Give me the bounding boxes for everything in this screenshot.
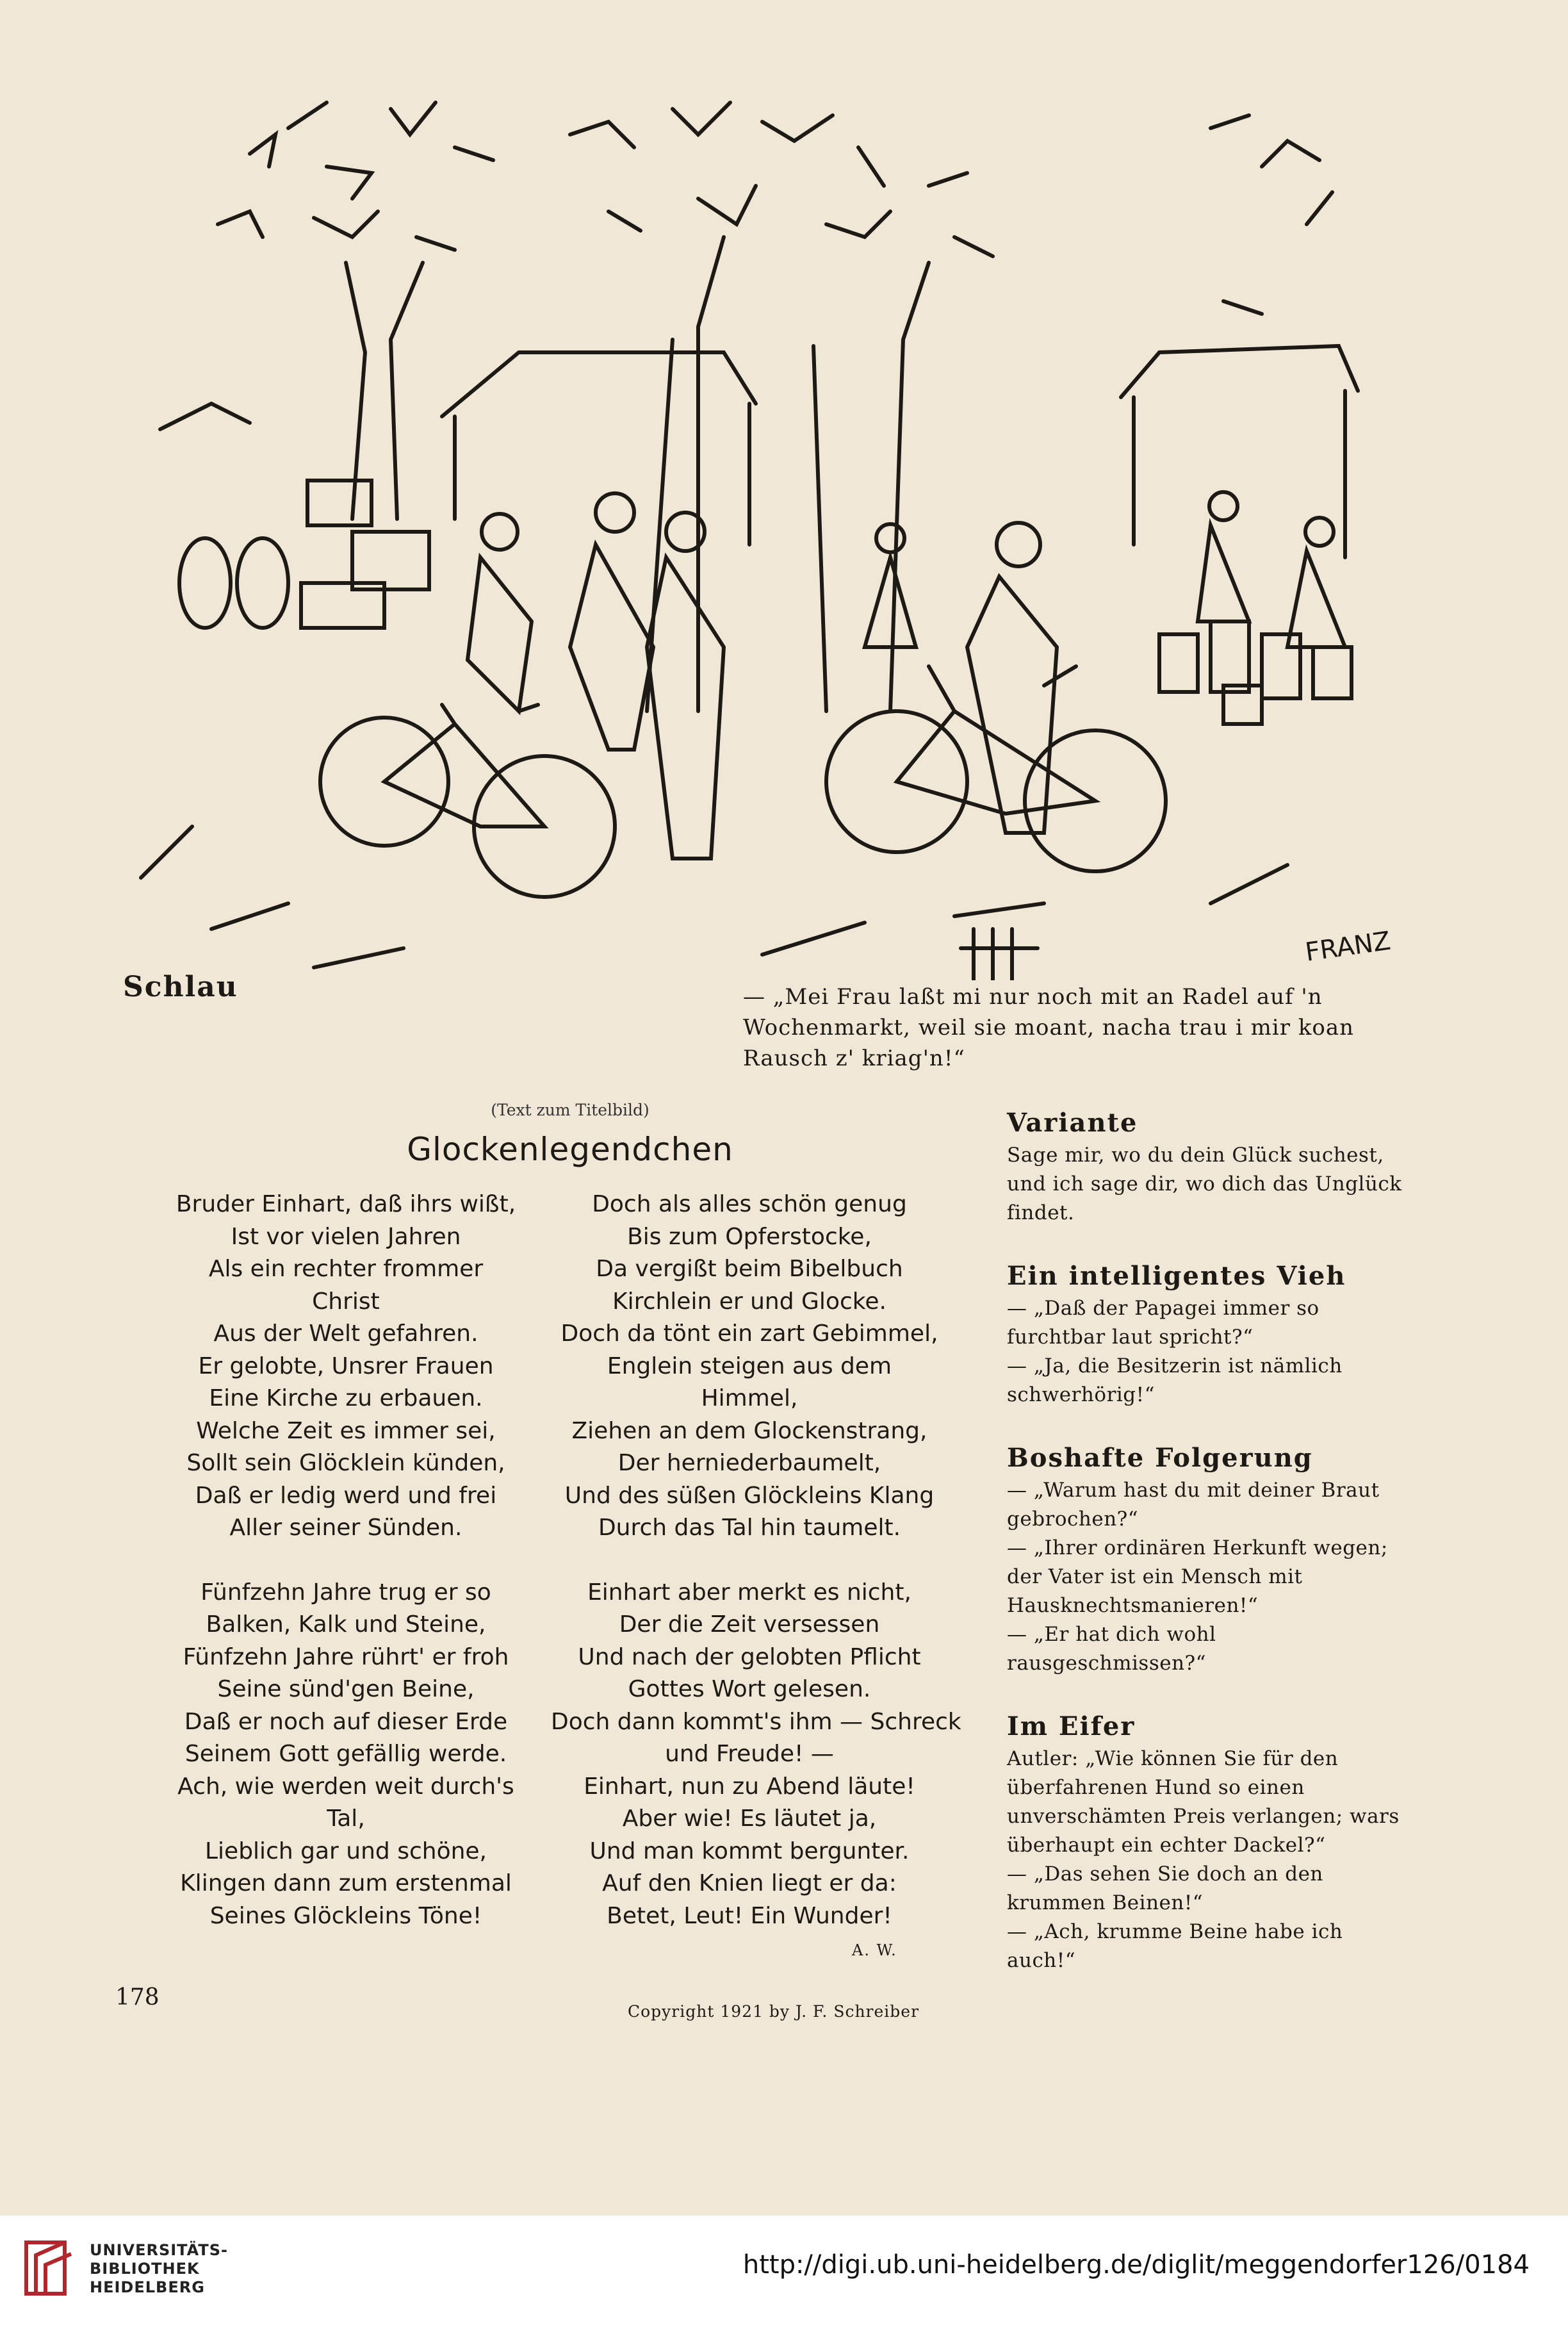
institution-line: BIBLIOTHEK [90, 2260, 200, 2278]
poem-note: (Text zum Titelbild) [491, 1101, 649, 1119]
ground [141, 826, 1287, 980]
poem-line: Tal, [327, 1805, 365, 1832]
poem-line: Der die Zeit versessen [619, 1611, 880, 1638]
poem-line: Aller seiner Sünden. [229, 1515, 462, 1541]
institution-line: UNIVERSITÄTS- [90, 2241, 229, 2259]
joke-heading: Boshafte Folgerung [1007, 1443, 1313, 1473]
poem-line: und Freude! — [665, 1741, 834, 1767]
caption-title: Schlau [123, 971, 238, 1003]
joke-text: — „Ja, die Besitzerin ist nämlich schwerhörig!“ [1007, 1354, 1343, 1406]
poem-line: Fünfzehn Jahre trug er so [200, 1579, 491, 1606]
poem-line: Seines Glöckleins Töne! [209, 1902, 482, 1929]
joke-block [1007, 1440, 1410, 1678]
poem-line: Betet, Leut! Ein Wunder! [607, 1902, 892, 1929]
joke-block [1007, 1258, 1410, 1410]
joke-text: Sage mir, wo du dein Glück suchest, und ich sage dir, wo dich das Unglück findet. [1007, 1144, 1402, 1224]
joke-text: — „Ach, krumme Beine habe ich auch!“ [1007, 1920, 1343, 1972]
poem-line: Der herniederbaumelt, [617, 1450, 881, 1476]
university-logo-icon [23, 2230, 81, 2306]
poem-line: Einhart aber merkt es nicht, [587, 1579, 911, 1606]
joke-heading: Im Eifer [1007, 1711, 1136, 1741]
poem-signature: A. W. [852, 1941, 897, 1959]
poem-column-left [151, 1188, 541, 1932]
poem-line: Seine sünd'gen Beine, [217, 1676, 475, 1702]
poem-line: Aus der Welt gefahren. [213, 1320, 478, 1347]
stanza-gap [551, 1545, 948, 1577]
poem-line: Als ein rechter frommer [208, 1256, 484, 1282]
poem-line: Daß er ledig werd und frei [195, 1482, 497, 1509]
stanza-gap [151, 1545, 541, 1577]
poem-line: Bruder Einhart, daß ihrs wißt, [176, 1191, 516, 1217]
poem-line: Bis zum Opferstocke, [627, 1223, 872, 1250]
poem-line: Himmel, [701, 1385, 798, 1411]
bicycles [320, 666, 1166, 897]
poem-line: Lieblich gar und schöne, [205, 1838, 487, 1864]
jokes-column [1007, 1105, 1410, 2006]
pottery [179, 481, 1352, 724]
poem-line: Und man kommt bergunter. [589, 1838, 910, 1864]
figures [468, 492, 1345, 859]
poem-line: Und nach der gelobten Pflicht [578, 1643, 921, 1670]
poem-line: Sollt sein Glöcklein künden, [186, 1450, 505, 1476]
joke-text: — „Das sehen Sie doch an den krummen Beinen!“ [1007, 1862, 1323, 1914]
poem-line: Gottes Wort gelesen. [628, 1676, 871, 1702]
poem-column-right [551, 1188, 961, 1932]
joke-text: — „Daß der Papagei immer so furchtbar laut spricht?“ [1007, 1297, 1319, 1349]
poem-line: Balken, Kalk und Steine, [206, 1611, 486, 1638]
market-illustration [122, 70, 1422, 980]
joke-block [1007, 1709, 1410, 1975]
poem-line: Einhart, nun zu Abend läute! [584, 1773, 915, 1800]
joke-heading: Variante [1007, 1108, 1138, 1138]
joke-text: — „Ihrer ordinären Herkunft wegen; der Vater ist ein Mensch mit Hausknechtsmanieren!“ [1007, 1536, 1388, 1617]
source-url-link[interactable]: http://digi.ub.uni-heidelberg.de/diglit/meggendorfer126/0184 [742, 2250, 1530, 2280]
joke-text: — „Er hat dich wohl rausgeschmissen?“ [1007, 1623, 1216, 1675]
joke-text: — „Warum hast du mit deiner Braut gebrochen?“ [1007, 1479, 1380, 1531]
poem-line: Christ [312, 1288, 380, 1315]
poem-line: Englein steigen aus dem [607, 1353, 892, 1379]
joke-block [1007, 1105, 1410, 1228]
poem-line: Ach, wie werden weit durch's [177, 1773, 514, 1800]
copyright-line: Copyright 1921 by J. F. Schreiber [628, 2002, 920, 2021]
poem-line: Doch dann kommt's ihm — Schreck [551, 1708, 961, 1735]
poem-line: Da vergißt beim Bibelbuch [596, 1256, 903, 1282]
poem-line: Kirchlein er und Glocke. [612, 1288, 886, 1315]
joke-heading: Ein intelligentes Vieh [1007, 1261, 1346, 1291]
poem-line: Ist vor vielen Jahren [231, 1223, 461, 1250]
poem-line: Fünfzehn Jahre rührt' er froh [183, 1643, 509, 1670]
institution-line: HEIDELBERG [90, 2278, 205, 2296]
poem-line: Aber wie! Es läutet ja, [622, 1805, 877, 1832]
joke-text: Autler: „Wie können Sie für den überfahrenen Hund so einen unverschämten Preis verlangen; wars überhaupt ein echter Dackel?“ [1007, 1747, 1400, 1857]
poem-line: Auf den Knien liegt er da: [602, 1870, 897, 1896]
poem-line: Daß er noch auf dieser Erde [184, 1708, 508, 1735]
poem-line: Doch da tönt ein zart Gebimmel, [560, 1320, 938, 1347]
poem-line: Und des süßen Glöckleins Klang [564, 1482, 935, 1509]
poem-line: Eine Kirche zu erbauen. [209, 1385, 483, 1411]
poem-line: Seinem Gott gefällig werde. [184, 1741, 507, 1767]
poem-line: Klingen dann zum erstenmal [180, 1870, 512, 1896]
poem-line: Er gelobte, Unsrer Frauen [198, 1353, 494, 1379]
institution-name [90, 2241, 228, 2297]
caption-text: — „Mei Frau laßt mi nur noch mit an Radel auf 'n Wochenmarkt, weil sie moant, nacha trau i mir koan Rausch z' kriag'n!“ [743, 984, 1355, 1071]
page-number: 178 [115, 1984, 159, 2010]
artist-signature: FRANZ [1303, 926, 1392, 967]
poem-line: Ziehen an dem Glockenstrang, [571, 1417, 927, 1444]
poem-line: Welche Zeit es immer sei, [196, 1417, 496, 1444]
poem-title: Glockenlegendchen [407, 1131, 733, 1168]
poem-line: Doch als alles schön genug [592, 1191, 907, 1217]
poem-line: Durch das Tal hin taumelt. [598, 1515, 901, 1541]
